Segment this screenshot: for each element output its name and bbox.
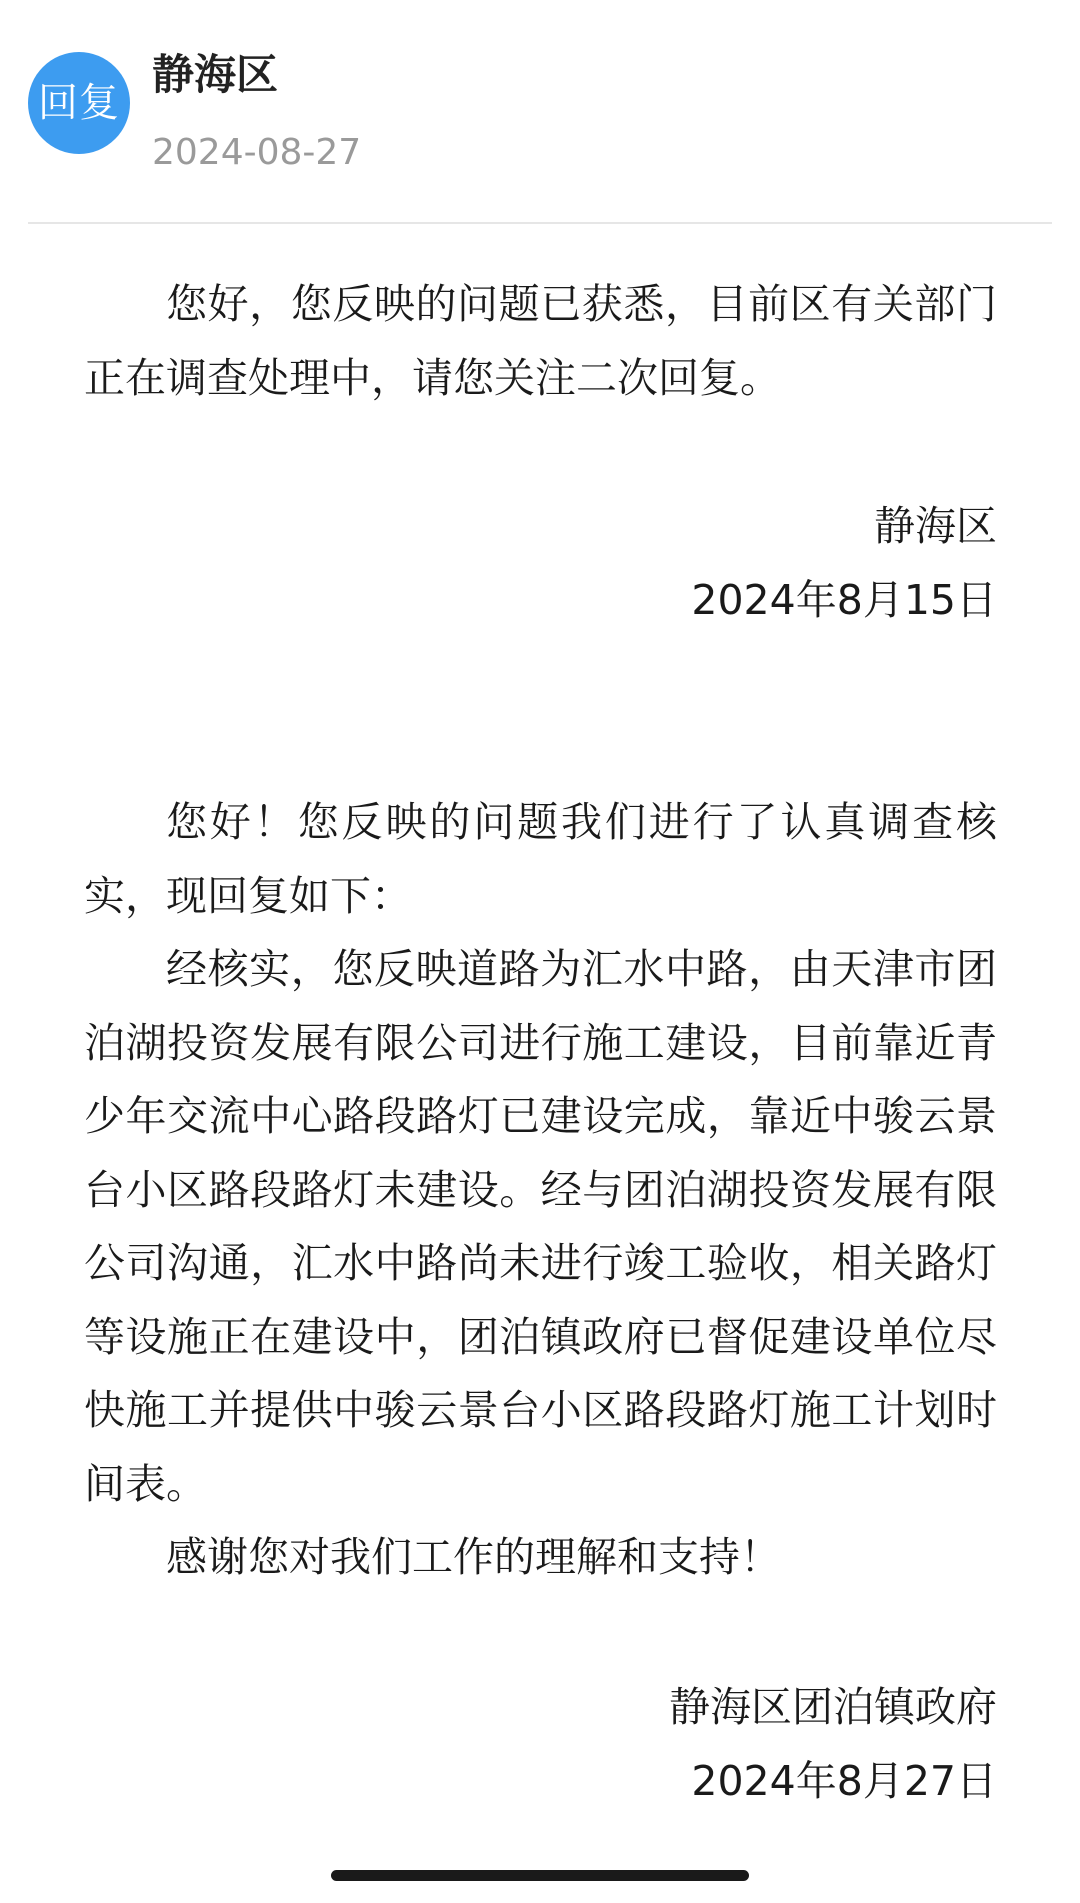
reply-header [0, 0, 1080, 224]
reply-date: 2024年8月27日 [691, 1756, 997, 1805]
reply-paragraph: 感谢您对我们工作的理解和支持！ [166, 1533, 781, 1581]
second-reply-body [84, 786, 997, 1595]
second-reply-signature-block [84, 1671, 997, 1818]
reply-paragraph: 您好！您反映的问题我们进行了认真调查核实，现回复如下： [84, 798, 997, 920]
home-indicator[interactable] [331, 1870, 749, 1881]
reply-paragraph: 经核实，您反映道路为汇水中路，由天津市团泊湖投资发展有限公司进行施工建设，目前靠近青少年交流中心路段路灯已建设完成，靠近中骏云景台小区路段路灯未建设。经与团泊湖投资发展有限公司沟通，汇水中路尚未进行竣工验收，相关路灯等设施正在建设中，团泊镇政府已督促建设单位尽快施工并提供中骏云景台小区路段路灯施工计划时间表。 [84, 945, 997, 1508]
reply-paragraph: 您好，您反映的问题已获悉，目前区有关部门正在调查处理中，请您关注二次回复。 [84, 280, 997, 402]
reply-signature: 静海区 [874, 502, 997, 550]
post-date: 2024-08-27 [152, 132, 362, 173]
header-divider [28, 222, 1052, 224]
reply-avatar: 回复 [28, 52, 130, 154]
first-reply-body [84, 268, 997, 415]
first-reply-signature-block [84, 490, 997, 637]
reply-date: 2024年8月15日 [691, 575, 997, 624]
author-name: 静海区 [152, 50, 279, 99]
reply-signature: 静海区团泊镇政府 [669, 1683, 997, 1731]
